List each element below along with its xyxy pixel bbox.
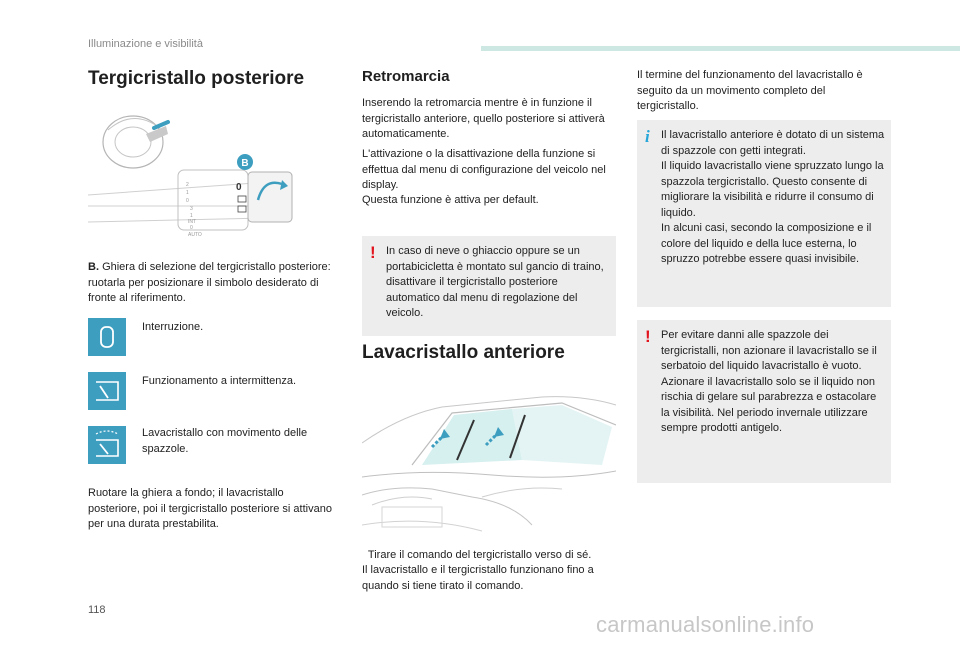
info-text xyxy=(661,128,885,268)
figure-scale-auto: AUTO xyxy=(188,232,202,238)
info-para-2: Il liquido lavacristallo viene spruzzato lungo la spazzola tergicristallo. Questo consente di migliorare la visibilità e ridurre il consumo di liquido. xyxy=(661,160,884,219)
caption-text: Ghiera di selezione del tergicristallo posteriore: ruotarla per posizionare il simbolo desiderato di fronte al riferimento. xyxy=(88,261,331,304)
reverse-warning-box xyxy=(362,236,616,336)
reverse-para-2: L'attivazione o la disattivazione della funzione si effettua dal menu di configurazione del veicolo nel display. xyxy=(362,148,606,191)
warning-icon-2: ! xyxy=(645,327,651,346)
reverse-para-1: Inserendo la retromarcia mentre è in funzione il tergicristallo anteriore, quello posteriore si attiverà automaticamente. xyxy=(362,97,605,140)
warning-icon: ! xyxy=(370,243,376,262)
rear-wiper-off-icon xyxy=(88,318,126,356)
reverse-title: Retromarcia xyxy=(362,68,450,85)
item-label-intermittent: Funzionamento a intermittenza. xyxy=(142,375,297,387)
reverse-warning-text: In caso di neve o ghiaccio oppure se un portabicicletta è montato sul gancio di traino, disattivare il tergicristallo posteriore automatico dal menu di regolazione del veicolo. xyxy=(386,245,604,319)
figure-ring-0: 0 xyxy=(236,182,242,193)
info-para-3: In alcuni casi, secondo la composizione e il colore del liquido e della luce esterna, lo spruzzo potrebbe essere quasi invisibile. xyxy=(661,222,872,265)
figure-scale-int: INT xyxy=(188,219,197,225)
figure-ring-1: 1 xyxy=(186,190,189,196)
warning-para-2: Azionare il lavacristallo solo se il liquido non rischia di gelare sul parabrezza e ostacolare la visibilità. Nel periodo invernale utilizzare sempre prodotti antigelo. xyxy=(661,375,877,434)
page-number: 118 xyxy=(88,604,106,616)
washer-cycle-intro: Il termine del funzionamento del lavacristallo è seguito da un movimento completo del tergicristallo. xyxy=(637,69,863,112)
rear-wiper-intermittent-icon xyxy=(88,372,126,410)
item-label-off: Interruzione. xyxy=(142,321,204,333)
figure-b-caption xyxy=(88,260,333,307)
figure-ring-2: 2 xyxy=(186,182,189,188)
windscreen-washer-figure xyxy=(362,385,616,540)
item-label-washer: Lavacristallo con movimento delle spazzole. xyxy=(142,427,308,455)
rear-wiper-title: Tergicristallo posteriore xyxy=(88,68,305,89)
washer-title: Lavacristallo anteriore xyxy=(362,342,565,363)
washer-warning-box xyxy=(637,320,891,483)
rear-wiper-stalk-figure xyxy=(88,100,328,240)
info-box xyxy=(637,120,891,307)
watermark-text: carmanualsonline.info xyxy=(596,612,815,637)
info-icon: i xyxy=(645,127,650,146)
warning-para-1: Per evitare danni alle spazzole dei tergicristalli, non azionare il lavacristallo se il serbatoio del liquido lavacristallo è vuoto. xyxy=(661,329,877,372)
instruction-text: Tirare il comando del tergicristallo verso di sé. xyxy=(367,549,592,561)
figure-scale-3: 3 xyxy=(190,206,193,212)
washer-instruction-follow: Il lavacristallo e il tergicristallo funzionano fino a quando si tiene tirato il comando. xyxy=(362,564,594,592)
info-para-1: Il lavacristallo anteriore è dotato di un sistema di spazzole con getti integrati. xyxy=(661,129,885,157)
rear-washer-icon xyxy=(88,426,126,464)
figure-b-label: B xyxy=(241,158,249,169)
figure-scale-0: 0 xyxy=(190,225,193,231)
reverse-para-3: Questa funzione è attiva per default. xyxy=(362,194,539,206)
washer-warning-text xyxy=(661,328,885,437)
rear-wiper-closing-text: Ruotare la ghiera a fondo; il lavacristallo posteriore, poi il tergicristallo posteriore si attivano per una durata prestabilita. xyxy=(88,487,332,530)
figure-ring-0b: 0 xyxy=(186,198,189,204)
header-accent-bar xyxy=(481,46,960,51)
section-header-title: Illuminazione e visibilità xyxy=(88,38,203,50)
caption-label: B. xyxy=(88,261,99,273)
figure-scale-1: 1 xyxy=(190,213,193,219)
washer-instruction xyxy=(362,548,616,564)
